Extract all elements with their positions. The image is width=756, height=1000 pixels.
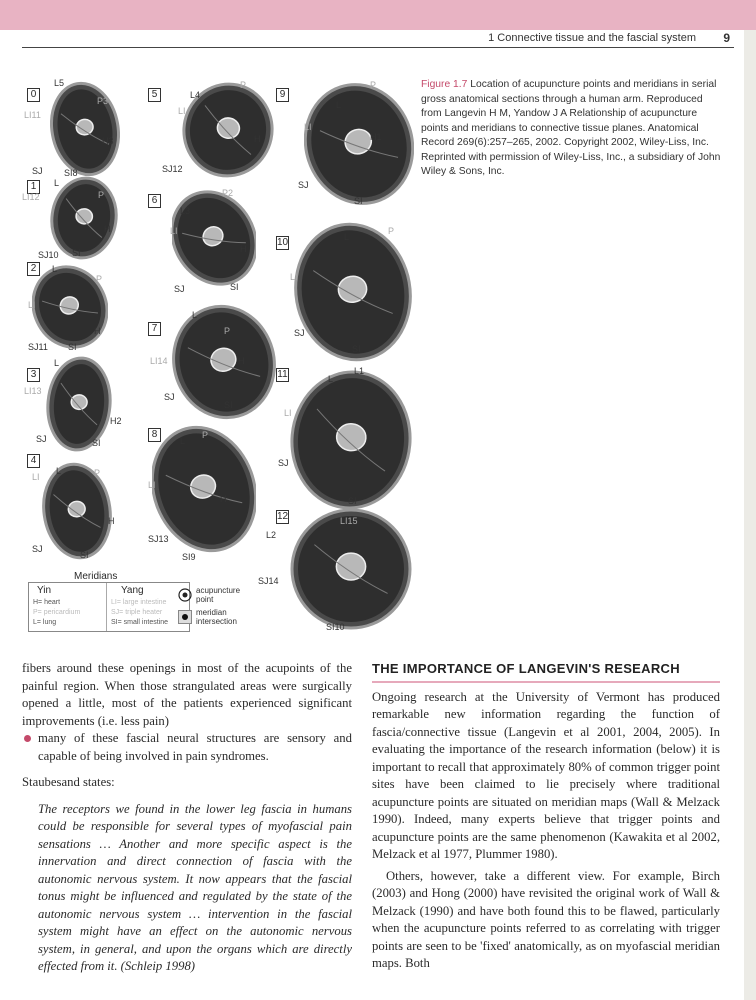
right-text-column bbox=[372, 660, 720, 973]
meridian-label: P3 bbox=[97, 96, 109, 106]
meridian-label: P bbox=[98, 190, 105, 200]
legend-yin-header: Yin bbox=[37, 585, 52, 596]
meridian-label: P2 bbox=[222, 188, 234, 198]
meridian-intersection-icon bbox=[178, 610, 192, 624]
meridian-label: LI11 bbox=[24, 110, 41, 120]
legend-yang-triple-heater: SJ= triple heater bbox=[111, 609, 163, 616]
meridian-label: P bbox=[224, 326, 231, 336]
legend-yang-small-intestine: SI= small intestine bbox=[111, 619, 168, 626]
meridian-label: P bbox=[370, 80, 377, 90]
meridian-label: P bbox=[388, 226, 395, 236]
arm-cross-section-image bbox=[50, 81, 120, 177]
meridian-label: H bbox=[108, 516, 115, 526]
meridian-label: SI10 bbox=[326, 622, 345, 632]
legend-title: Meridians bbox=[74, 571, 118, 582]
meridian-label: LI bbox=[170, 226, 178, 236]
meridian-label: SJ12 bbox=[162, 164, 183, 174]
heading-rule bbox=[372, 681, 720, 683]
figure-caption bbox=[421, 78, 721, 180]
meridian-label: P bbox=[202, 430, 209, 440]
meridian-label: SI bbox=[230, 282, 239, 292]
meridian-label: LI bbox=[178, 106, 186, 116]
meridian-label: H3 bbox=[102, 136, 114, 146]
meridian-label: LI12 bbox=[22, 192, 40, 202]
meridian-label: SI bbox=[92, 438, 101, 448]
meridian-label: LI bbox=[290, 272, 298, 282]
meridian-label: SJ bbox=[278, 458, 289, 468]
figure-number: Figure 1.7 bbox=[421, 79, 468, 90]
legend-acupuncture-point: acupuncture point bbox=[196, 586, 241, 604]
legend-divider bbox=[106, 583, 107, 631]
meridian-label: LI bbox=[28, 300, 36, 310]
panel-number-label: 4 bbox=[27, 454, 40, 468]
body-paragraph: fibers around these openings in most of the acupoints of the painful region. When those strangulated areas were surgically opened a little, most of the patients experienced significant improvements (i.e. less pain) bbox=[22, 661, 352, 728]
meridian-label: SJ10 bbox=[38, 250, 59, 260]
legend-meridian-intersection: meridian intersection bbox=[196, 608, 237, 626]
arm-cross-section-image bbox=[172, 188, 256, 288]
meridian-label: SJ13 bbox=[148, 534, 169, 544]
meridian-label: H bbox=[220, 494, 227, 504]
block-quote: The receptors we found in the lower leg fascia in humans could be responsible for several types of myofascial pain sensations … Another and more specific aspect is the innervation and direct connection of fascia with the autonomic nervous system. It now appears that the fascial tonus might be influenced and regulated by the state of the autonomic nervous system … intervention in the fascial system might have an effect on the autonomic nervous system, in general, and upon the organs which are directly effected from it. (Schleip 1998) bbox=[38, 801, 352, 973]
meridian-label: SI9 bbox=[182, 552, 196, 562]
bullet-icon bbox=[24, 735, 31, 742]
arm-cross-section-image bbox=[290, 508, 412, 630]
legend-yang-header: Yang bbox=[121, 585, 144, 596]
meridian-label: L2 bbox=[266, 530, 277, 540]
arm-cross-section-image bbox=[42, 462, 112, 560]
panel-number-label: 0 bbox=[27, 88, 40, 102]
meridian-label: LI bbox=[32, 472, 40, 482]
legend-yin-lung: L= lung bbox=[33, 619, 57, 626]
meridian-label: L bbox=[54, 358, 60, 368]
legend-yin-pericardium: P= pericardium bbox=[33, 609, 81, 616]
meridian-label: L4 bbox=[190, 90, 201, 100]
meridian-label: SJ14 bbox=[258, 576, 279, 586]
meridian-label: H2 bbox=[110, 416, 122, 426]
arm-cross-section-image bbox=[50, 176, 118, 260]
legend-yin-heart: H= heart bbox=[33, 599, 61, 606]
meridian-label: L bbox=[344, 232, 350, 242]
panel-number-label: 12 bbox=[277, 511, 289, 522]
anatomical-sections-figure bbox=[22, 76, 412, 636]
meridian-label: L bbox=[56, 466, 62, 476]
meridian-label: SI bbox=[80, 550, 89, 560]
meridian-label: L bbox=[54, 178, 60, 188]
section-heading: THE IMPORTANCE OF LANGEVIN'S RESEARCH bbox=[372, 661, 680, 676]
running-head: 1 Connective tissue and the fascial system bbox=[488, 32, 696, 44]
panel-number-label: 11 bbox=[277, 369, 288, 380]
meridian-label: SI bbox=[224, 400, 233, 410]
meridian-label: SJ bbox=[294, 328, 305, 338]
meridian-label: P bbox=[96, 274, 103, 284]
meridian-label: SJ bbox=[32, 166, 43, 176]
meridian-label: LI bbox=[284, 408, 292, 418]
meridian-label: LI14 bbox=[150, 356, 168, 366]
meridian-label: SI bbox=[354, 196, 363, 206]
meridian-label: SI bbox=[72, 248, 81, 258]
meridian-label: SI bbox=[348, 496, 357, 506]
caption-text: Location of acupuncture points and meridians in serial gross anatomical sections through a human arm. Reproduced from Langevin H M, Yandow J A Relationship of acupuncture points and meridians to connective tissue planes. Anatomical Record 269(6):257–265, 2002. Copyright 2002, Wiley-Liss, Inc. Reprinted with permission of Wiley-Liss, Inc., a subsidiary of John Wiley & Sons, Inc. bbox=[421, 79, 721, 177]
meridian-label: SI8 bbox=[64, 168, 78, 178]
meridian-label: L5 bbox=[54, 78, 65, 88]
acupuncture-point-icon bbox=[178, 588, 192, 602]
legend-yang-large-intestine: LI= large intestine bbox=[111, 599, 167, 606]
meridian-label: SJ bbox=[298, 180, 309, 190]
page-margin bbox=[744, 30, 756, 1000]
meridian-label: SJ bbox=[164, 392, 175, 402]
panel-number-label: 6 bbox=[148, 194, 161, 208]
page-number: 9 bbox=[723, 31, 730, 45]
meridian-label: SJ11 bbox=[28, 342, 48, 352]
body-paragraph: Others, however, take a different view. For example, Birch (2003) and Hong (2000) have revisited the original work of Wall & Melzack (1990) and have both found this to be flawed, particularly when the acupuncture points referred to as correlating with trigger points are seen to be 'fixed' anatomically, as on myofascial meridian maps. Both bbox=[372, 868, 720, 970]
meridian-label: SJ bbox=[32, 544, 43, 554]
arm-cross-section-image bbox=[294, 222, 412, 362]
arm-cross-section-image bbox=[304, 82, 414, 206]
panel-number-label: 3 bbox=[27, 368, 40, 382]
panel-number-label: 9 bbox=[276, 88, 289, 102]
meridian-label: L bbox=[52, 264, 58, 274]
meridian-label: L bbox=[192, 310, 198, 320]
meridian-label: L1 bbox=[354, 366, 365, 376]
meridian-label: SJ bbox=[36, 434, 47, 444]
meridian-label: H bbox=[104, 224, 111, 234]
meridian-label: LI bbox=[148, 480, 156, 490]
meridian-label: LI15 bbox=[340, 516, 358, 526]
meridian-label: L bbox=[328, 374, 334, 384]
body-paragraph: Ongoing research at the University of Vermont has produced remarkable new information regarding the function of fascia/connective tissue (Langevin et al 2001, 2004, 2005). In evaluating the importance of the research information (below) it is important to recall that approximately 80% of common trigger point sites have been claimed to lie precisely where traditional acupuncture points are situated on meridian maps (Wall & Melzack 1990). Indeed, many experts believe that trigger points and acupuncture points are the same phenomenon (Kawakita et al 2002, Melzack et al 1977, Plummer 1980). bbox=[372, 689, 720, 861]
panel-number-label: 10 bbox=[277, 237, 289, 248]
meridian-legend bbox=[28, 582, 190, 632]
meridian-label: H bbox=[238, 356, 245, 366]
panel-number-label: 2 bbox=[27, 262, 40, 276]
meridian-label: SI bbox=[352, 344, 361, 354]
meridian-label: P bbox=[240, 80, 247, 90]
meridian-label: H bbox=[254, 134, 261, 144]
arm-cross-section-image bbox=[46, 356, 112, 452]
meridian-label: H bbox=[240, 244, 247, 254]
meridian-label: LI13 bbox=[24, 386, 42, 396]
bullet-text: many of these fascial neural structures are sensory and capable of being involved in pain syndromes. bbox=[38, 731, 352, 763]
meridian-label: SJ bbox=[174, 284, 185, 294]
panel-number-label: 1 bbox=[27, 180, 40, 194]
panel-number-label: 7 bbox=[148, 322, 161, 336]
arm-cross-section-image bbox=[290, 370, 412, 510]
meridian-label: H bbox=[94, 326, 101, 336]
meridian-label: LI bbox=[304, 122, 312, 132]
meridian-label: P bbox=[94, 468, 101, 478]
top-color-band bbox=[0, 0, 756, 30]
meridian-label: H1 bbox=[370, 132, 382, 142]
header-rule bbox=[22, 47, 734, 48]
panel-number-label: 5 bbox=[148, 88, 161, 102]
bullet-item bbox=[22, 730, 352, 765]
left-text-column bbox=[22, 660, 352, 976]
panel-number-label: 8 bbox=[148, 428, 161, 442]
meridian-label: L bbox=[336, 100, 342, 110]
quote-intro: Staubesand states: bbox=[22, 775, 115, 789]
meridian-label: L3 bbox=[180, 206, 191, 216]
meridian-label: SI bbox=[68, 342, 77, 352]
meridian-label: L bbox=[180, 436, 186, 446]
